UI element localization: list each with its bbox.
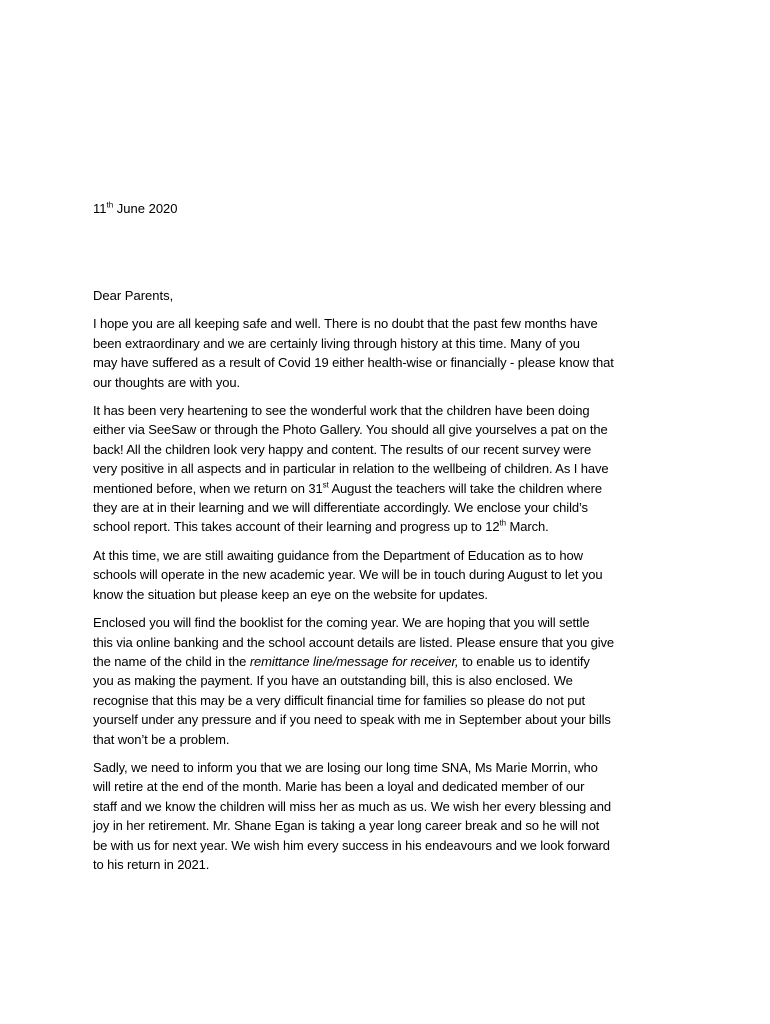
text-segment: mentioned before, when we return on 31 xyxy=(93,480,323,496)
text-line: Enclosed you will find the booklist for the coming year. We are hoping that you will settle xyxy=(93,615,590,631)
text-line: schools will operate in the new academic year. We will be in touch during August to let you xyxy=(93,567,603,583)
salutation: Dear Parents, xyxy=(93,288,174,303)
text-line: been extraordinary and we are certainly living through history at this time. Many of you xyxy=(93,335,580,351)
letter-body xyxy=(93,286,693,883)
text-segment: to enable us to identify xyxy=(458,653,590,669)
text-line: either via SeeSaw or through the Photo Gallery. You should all give yourselves a pat on the xyxy=(93,422,608,438)
ordinal-suffix: st xyxy=(322,480,329,490)
text-line: you as making the payment. If you have an outstanding bill, this is also enclosed. We xyxy=(93,673,573,689)
text-line: back! All the children look very happy and content. The results of our recent survey were xyxy=(93,441,592,457)
text-line: know the situation but please keep an eye on the website for updates. xyxy=(93,586,488,602)
text-line: be with us for next year. We wish him every success in his endeavours and we look forward xyxy=(93,837,610,853)
ordinal-suffix: th xyxy=(499,519,507,529)
text-segment: March. xyxy=(506,519,549,535)
text-line: I hope you are all keeping safe and well. There is no doubt that the past few months have xyxy=(93,316,598,332)
text-line: joy in her retirement. Mr. Shane Egan is taking a year long career break and so he will not xyxy=(93,818,600,834)
text-line xyxy=(93,652,693,671)
text-line: It has been very heartening to see the wonderful work that the children have been doing xyxy=(93,403,590,419)
text-segment: the name of the child in the xyxy=(93,653,250,669)
text-line: they are at in their learning and we will differentiate accordingly. We enclose your child’s xyxy=(93,500,588,516)
paragraph-staff-news xyxy=(93,758,693,874)
text-line: very positive in all aspects and in particular in relation to the wellbeing of children. As I have xyxy=(93,461,609,477)
text-line: yourself under any pressure and if you need to speak with me in September about your bills xyxy=(93,712,611,728)
text-line: will retire at the end of the month. Marie has been a loyal and dedicated member of our xyxy=(93,779,585,795)
paragraph-wellbeing xyxy=(93,314,693,392)
text-line xyxy=(93,479,693,498)
text-line xyxy=(93,517,693,536)
remittance-emphasis: remittance line/message for receiver, xyxy=(249,653,459,669)
text-line: Sadly, we need to inform you that we are losing our long time SNA, Ms Marie Morrin, who xyxy=(93,759,598,775)
text-line: staff and we know the children will miss her as much as us. We wish her every blessing and xyxy=(93,798,611,814)
letter-date xyxy=(93,199,178,218)
text-line: that won’t be a problem. xyxy=(93,731,230,747)
text-segment: August the teachers will take the children where xyxy=(328,480,602,496)
paragraph-booklist xyxy=(93,613,693,749)
text-segment: school report. This takes account of their learning and progress up to 12 xyxy=(93,519,500,535)
date-month-year: June 2020 xyxy=(113,201,178,216)
paragraph-children-work xyxy=(93,401,693,537)
text-line: our thoughts are with you. xyxy=(93,374,240,390)
date-suffix: th xyxy=(106,200,114,210)
text-line: to his return in 2021. xyxy=(93,856,210,872)
text-line: recognise that this may be a very difficult financial time for families so please do not put xyxy=(93,692,586,708)
text-line: this via online banking and the school account details are listed. Please ensure that you give xyxy=(93,634,615,650)
text-line: may have suffered as a result of Covid 19 either health-wise or financially - please know that xyxy=(93,355,614,371)
paragraph-guidance xyxy=(93,546,693,604)
date-day: 11 xyxy=(93,201,107,216)
text-line: At this time, we are still awaiting guidance from the Department of Education as to how xyxy=(93,547,583,563)
